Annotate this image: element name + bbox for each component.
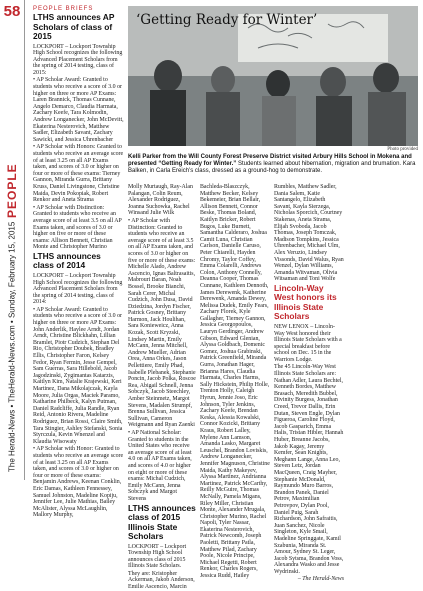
col4-paragraph: Rumbles, Matthew Sadler, Dania Salem, Katie Santangelo, Elizabeth Savant, Kayla Sierzega, Nicholas Sporcich, Courtney Stakenas, Aneta Strama, Elijah Svoboda, Jacob Thomas, Joseph Tomczak, Madison Tompkins, Jessica Uhrenbacher, Michael Ulm, Alex Veruzio, Lindsey Vissonds, David Walus, Ryan Wenzel, Dylan Williams, Amanda Witvaman, Olivia Witsaman and Toni Wolfe [274,184,344,283]
column-3 [200,184,270,580]
col3-paragraph: Bachleda-Blaszczyk, Matthew Becker, Kelsey Bekemeier, Brian Bellair, Allison Bennett, Connor Beske, Thomas Boland, Kaitlyn Bricker, Robert Bugos, Luke Burnett, Samantha Calderaro, Joshua Camit Luna, Christian Carlson, Danielle Caruso, Peter Chiarelli, Hayden Chromy, Taylor Coffey, Emma Colarelli, Andrews Colon, Anthony Connelly, Deanna Cooper, Thomas Cunnane, Kathleen Dennoth, James Derewenk, Katherine Derewenk, Amanda Dewey, Melissa Dudek, Emily Fears, Zachary Florek, Kyle Gallagher, Tierney Gannon, Jessica Georgopoulos, Lauryn Gerdinger, Andrew Gibson, Edward Glenian, Alyssa Goldbach, Domenic Gomez, Joshua Grabinski, Patrick Greenfield, Miranda Gurra, Jonathan Hager, Brianna Hares, Claudia Harmata, Charles Harms, Sally Hickstein, Philip Holle, Trenton Holly, Caleigh Hyrun, Jennie Joso, Eric Johnson, Tyler Jenkins, Zachary Keefe, Brendan Keska, Alessia Kowalski, Connor Kozicki, Brittany Kraus, Robert Lalley, Mylene Ann Lamson, Amanda Lasko, Margaret Leuschel, Brandon Loviskis, Andrew Longanecker, Jennifer Magnuson, Christine Maida, Kathy Makeyev, Alyssa Martinez, Andrianna Martinez, Patrick McCarthy, Reilly McGuire, Thomas McNally, Pamela Migans, Riley Miller, Christian Monte, Alexander Mrugala, Christopher Murino, Rachel Napoli, Tyler Nassar, Ekaterina Nesterovich, Patrick Newcomb, Joseph Paoletti, Brittany Patla, Matthew Pilad, Zachary Poole, Nicole Principe, Michael Regetti, Robert Renkor, Charles Rogers, Jessica Rudd, Hailey [200,184,270,580]
story3-body [128,544,196,591]
section-kicker: PEOPLE BRIEFS [33,6,94,12]
strip-vertical-text [3,22,21,472]
page-strip [0,0,24,480]
column-2 [128,184,196,591]
story4-body [274,324,344,583]
feature-photo [128,6,418,146]
story2-paragraph: • AP Scholar Award: Granted to students who receive a score of 3.0 or higher on three or more AP Exams: John Anderlik, Haylee Arndt, Jordan Arndt, Christine Blickhahn, Lillian Bramlet, Piotr Cudzich, Stephan Del Rio, Christopher Doubek, Bradley Ellis, Christopher Faron, Kelsey Fedor, Ryan Fermin, Jesse Gempel, Sam Guerras, Sara Hillebold, Jacob Jagodzinski, Zygimantas Katarzis, Kaitlyn Kim, Natalie Krajewski, Keri Martinez, Dana Mikolajczak, Kayla Moore, Julia Orgas, Maciek Paramo, Katharine Philbeck, Kalyn Putman, Daniel Radcliffe, Julia Randle, Ryan Reid, Antonio Rivera, Madeline Rodriguez, Brian Rossi, Claire Smith, Tara Stingier, Ashley Stefanski, Sonia Styrczula, Kevin Wnenzel and Klaudia Wisowaty [33,306,123,445]
story1-paragraph: • AP Scholar with Distinction: Granted to students who receive an average score of at least 3.5 on all AP Exams taken, and scores of 3.0 or higher on five or more of these exams: Allison Bennett, Christian Monte and Christopher Murino [33,204,122,251]
story2-body [33,273,124,519]
story1-body [33,44,124,251]
photo-credit: Photo provided [387,147,418,152]
col2-paragraph: • AP Scholar with Distinction: Granted to students who receive an average score of at least 3.5 on all AP Exams taken, and scores of 3.0 or higher on five or more of these exams: Michelle Alado, Andrew Ascencio, Ignas Baltrasaitis, Mabrouri Baran, Noah Bossel, Brooke Bianchi, Sarah Cerer, Michal Cudzich, John Dusa, David Dziedzina, Jordyn Fischer, Patrick Gosney, Brittany Harmon, Jack Houlihan, Sara Konieweicz, Anna Kozak, Scott Kryzski, Lindsey Martin, Emily McCann, Jenna Mitchell, Andrew Mueller, Adrian Orea, Anna Orkes, Jason Pellettiere, Emily Phad, Isabelle Plebanek, Stephanie Poncin, Jacob Polka, Roscoe Rea, Abigail Schnell, Jenna Sobczyk, Jacob Steechley, Amber Steinmetz, Margot Stevens, Madalen Strumpf, Brenna Sullivan, Jessica Sullivan, Cameron Weigmann and Ryan Zaenki [128,217,196,429]
story4-paragraph: The 45 Lincoln-Way West Illinois State Scholars are: Nathan Adler, Laura Bechtel, Kenneth Bordes, Matthew Brasach, Meredith Bubbel, Divinity Burgess, Jonathan Creed, Trevor Dallis, Erin Dutan, Steven Engle, Dylan Figueroa, Caroline Floyd, Jacob Gasparich, Emma Halis, Tristan Hibler, Hannah Huber, Breanne Jacobs, Jakob Kagay, Jeremy Kemfer, Sean Knights, Meghann Lange, Anna Leo, Steven Letz, Jordan MacQueen, Craig Mayher, Stephanie McDonald, Raymundo Muro Barros, Brandon Panek, Daniel Petrov, Maximilian Petrovpov, Dylan Pool, Daniel Puig, Sarah Richardson, John Safraitis, Juan Sanchez, Nicole Singleton, Kyle Smail, Madeline Springgate, Kamil Szabunia, Miranda St. Amour, Sydney St. Leger, Jacob Sytsma, Brandon Voss, Alexandra Wasko and Jesse Wydrinski. [274,364,344,575]
col2-paragraph: • AP National Scholar: Granted to students in the United States who receive an average score of at least 4.0 on all AP Exams taken, and scores of 4.0 or higher on eight or more of these exams: Michal Cudzich, Emily McCann, Jenna Sobczyk and Margot Stevens [128,429,192,502]
col2-paragraph: Molly Murtaugh, Ray-Alan Palangan, Colin Reum, Alexander Rodriguez, Joanna Suchowka, Rachel Winsand Julie Wilk [128,184,193,217]
story1-headline: LTHS announces AP Scholars of class of 2015 [33,12,115,41]
story1-paragraph: • AP Scholar Award: Granted to students who receive a score of 3.0 or higher on three or more AP Exams: Laren Brannick, Thomas Cunnane, Angelo Demarco, Claudia Harmata, Zachary Keefe, Tara Kolmodin, Andrew Longanecker, John McDevitt, Ekaterina Nesterovich, Matthew Sadler, Elizabeth Savant, Zachary Sawicki, and Jessica Uhrenbacher [33,77,124,143]
story4-signoff: – The Herald-News [297,576,344,583]
story1-paragraph: • AP Scholar with Honors: Granted to students who receive an average score of at least 3.25 on all AP Exams taken, and scores of 3.0 or higher on four or more of these exams: Tierney Gannon, Miranda Gurra, Brittany Kruss, Daniel Livingstone, Christine Maida, Devin Pokopiak, Robert Renkor and Aneta Strama [33,144,124,204]
story1-paragraph: LOCKPORT – Lockport Township High School recognizes the following Advanced Placement Scholars from the spring of 2014 testing, class of 2015: [33,43,123,76]
briefs-column [33,6,124,519]
story2-paragraph: • AP Scholar with Honor: Granted to students who receive an average score of at least 3.25 on all AP Exams taken, and scores of 3.0 or higher on four or more of these exams: Benjamin Andrews, Keenan Conklin, Eric Damas, Kathleen Fennessey, Samuel Johnston, Madeline Kopiju, Jennifer Lee, Julie Mathias, Bailey McAlister, Alyssa McLaughlin, Mallory Murphy, [33,446,124,519]
story3-paragraph: They are: Kristopher Ackerman, Jakob Anderson, Emilie Ascencio, Marcin [128,570,195,591]
caption-lead: Kelli Parker from the Will County Forest Preserve District visited Arbury Hills School in Mokena and presented “Getting Ready for Winter.” [128,154,412,167]
strip-divider [24,0,25,480]
col3-body [200,184,270,580]
section-label: PEOPLE [5,163,19,218]
story2-paragraph: LOCKPORT – Lockport Township High School recognizes the following Advanced Placement Scholars from the spring of 2014 testing, class of 2014: [33,272,123,306]
dateline: The Herald-News • TheHerald-News.com • Sunday, February 15, 2015 [7,221,17,472]
story4-paragraph: NEW LENOX – Lincoln-Way West honored their Illinois State Scholars with a special breakfast before school on Dec. 15 in the Warriors Lodge. [274,323,342,363]
col2-body [128,184,196,503]
story3-headline: LTHS announces class of 2015 Illinois State Scholars [128,502,196,541]
photo-headline: ‘Getting Ready for Winter’ [136,12,318,28]
col4-body [274,184,344,283]
column-4 [274,184,344,583]
photo-caption [128,154,418,175]
page-number: 58 [3,3,21,20]
story3-paragraph: LOCKPORT – Lockport Township High School announces class of 2015 Illinois State Scholars. [128,543,187,570]
caption-rest: Students learned about hibernation, migration and brumation. Kara Balken, in Carla Ereich’s class, dressed as a ground-hog to demonstrate. [128,161,416,174]
story4-headline: Lincoln-Way West honors its Illinois State Scholars [274,282,337,322]
story2-headline: LTHS announces class of 2014 [33,250,101,271]
